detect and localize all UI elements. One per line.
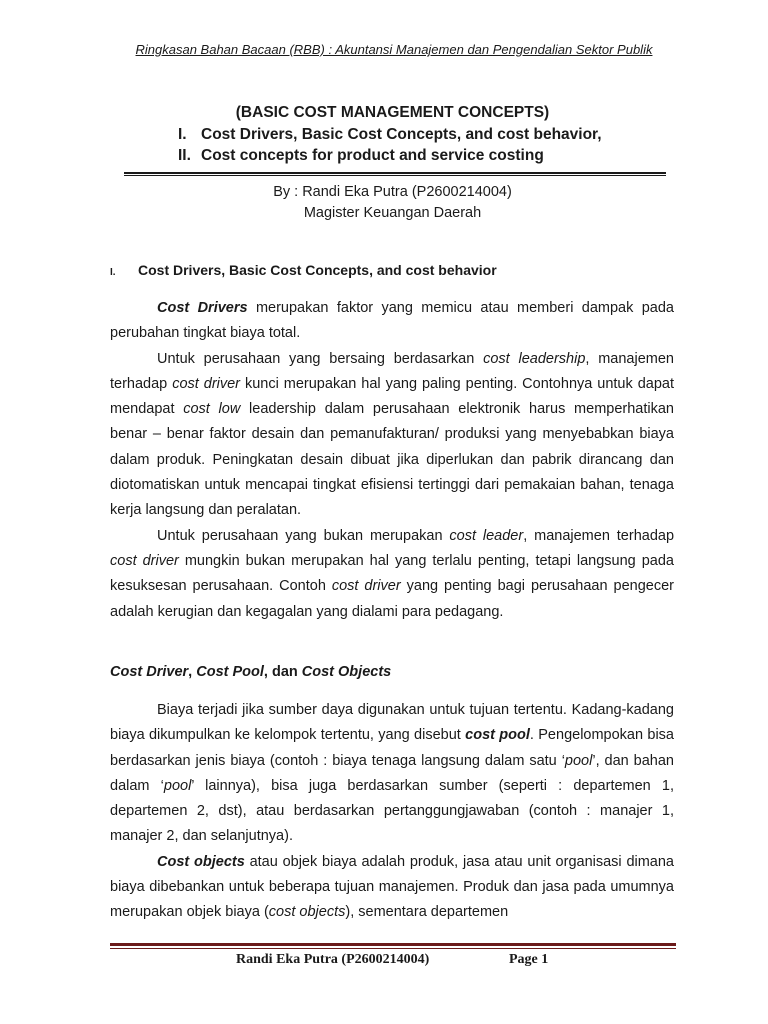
section-1-body: [110, 296, 674, 625]
section-1-number: I.: [110, 267, 116, 278]
text-span: Untuk perusahaan yang bersaing berdasarkan: [157, 350, 484, 367]
text-span: ’, dan bahan dalam ‘: [110, 752, 674, 794]
paragraph-cost-objects: [110, 850, 674, 926]
subhead-term: Cost Objects: [301, 664, 392, 680]
text-span: merupakan faktor yang memicu atau memberi dampak pada perubahan tingkat biaya total.: [110, 300, 674, 342]
emphasis-text: cost driver: [110, 552, 179, 569]
toc-item-1-number: I.: [178, 126, 187, 143]
program-line: Magister Keuangan Daerah: [303, 205, 482, 221]
text-span: Biaya terjadi jika sumber daya digunakan untuk tujuan tertentu. Kadang-kadang biaya dikumpulkan ke kelompok tertentu, yang disebut: [110, 702, 674, 744]
author-line: By : Randi Eka Putra (P2600214004): [273, 184, 512, 200]
document-title: (BASIC COST MANAGEMENT CONCEPTS): [235, 104, 550, 121]
subhead-term: Cost Driver: [110, 664, 189, 680]
footer-divider-thick: [110, 943, 676, 946]
paragraph-non-cost-leader: [110, 524, 674, 625]
toc-item-2-number: II.: [178, 147, 191, 164]
subhead-term: Cost Pool: [196, 664, 264, 680]
text-span: yang penting bagi perusahaan pengecer adalah kerugian dan kegagalan yang dialami para pedagang.: [110, 578, 674, 620]
running-header: Ringkasan Bahan Bacaan (RBB) : Akuntansi Manajemen dan Pengendalian Sektor Publik: [135, 42, 653, 57]
text-span: ), sementara departemen: [345, 904, 509, 921]
text-span: . Pengelompokan bisa berdasarkan jenis biaya (contoh : biaya tenaga langsung dalam satu ‘: [110, 727, 674, 769]
toc-item-2-text: Cost concepts for product and service costing: [201, 147, 544, 164]
section-1-heading: [110, 262, 497, 278]
emphasis-text: cost driver: [172, 375, 241, 392]
emphasis-text: cost leader: [449, 527, 524, 544]
text-span: , manajemen terhadap: [110, 350, 674, 392]
toc-item-1: [178, 126, 602, 144]
term-cost-drivers: Cost Drivers: [157, 300, 248, 316]
footer-author: Randi Eka Putra (P2600214004): [236, 952, 430, 967]
section-2-body: [110, 698, 674, 926]
text-span: atau objek biaya adalah produk, jasa atau unit organisasi dimana biaya dibebankan untuk beberapa tujuan manajemen. Produk dan jasa pada umumnya merupakan objek biaya (: [110, 853, 674, 921]
text-span: Untuk perusahaan yang bukan merupakan: [157, 527, 450, 544]
term-cost-pool: cost pool: [465, 727, 530, 744]
title-divider-thick: [124, 172, 666, 174]
emphasis-text: cost driver: [331, 578, 401, 595]
text-span: , manajemen terhadap: [523, 527, 675, 544]
paragraph-cost-drivers: [110, 296, 674, 347]
section-1-title: Cost Drivers, Basic Cost Concepts, and cost behavior: [138, 262, 497, 278]
paragraph-cost-leadership: [110, 347, 674, 524]
subhead-sep: , dan: [263, 664, 302, 680]
text-span: mungkin bukan merupakan hal yang terlalu penting, tetapi langsung pada kesuksesan perusahaan. Contoh: [110, 552, 674, 595]
subsection-heading: [110, 664, 391, 680]
footer-page-number: Page 1: [509, 952, 549, 967]
text-span: leadership dalam perusahaan elektronik harus memperhatikan benar – benar faktor desain dan pemanufakturan/ produksi yang menyebabkan biaya dalam produk. Peningkatan desain dibuat jika diperlukan dan pabrik dirancang dan diotomatiskan untuk mencapai tingkat efisiensi tertinggi dari pemakaian bahan, tenaga kerja langsung dan peralatan.: [110, 401, 674, 519]
paragraph-cost-pool: [110, 698, 674, 850]
emphasis-text: cost low: [183, 401, 241, 418]
term-cost-objects: Cost objects: [157, 853, 245, 870]
toc-item-2: [178, 147, 544, 165]
text-span: kunci merupakan hal yang paling penting. Contohnya untuk dapat mendapat: [110, 375, 674, 418]
emphasis-text: pool: [564, 752, 593, 769]
text-span: ’ lainnya), bisa juga berdasarkan sumber (seperti : departemen 1, departemen 2, dst), atau berdasarkan pertanggungjawaban (contoh : manajer 1, manajer 2, dan selanjutnya).: [110, 777, 674, 845]
subhead-sep: ,: [188, 664, 197, 680]
emphasis-text: cost objects: [268, 904, 346, 921]
toc-item-1-text: Cost Drivers, Basic Cost Concepts, and cost behavior,: [201, 126, 602, 143]
title-divider-thin: [124, 175, 666, 176]
emphasis-text: cost leadership: [483, 350, 586, 367]
footer-divider-thin: [110, 948, 676, 949]
emphasis-text: pool: [163, 777, 192, 794]
